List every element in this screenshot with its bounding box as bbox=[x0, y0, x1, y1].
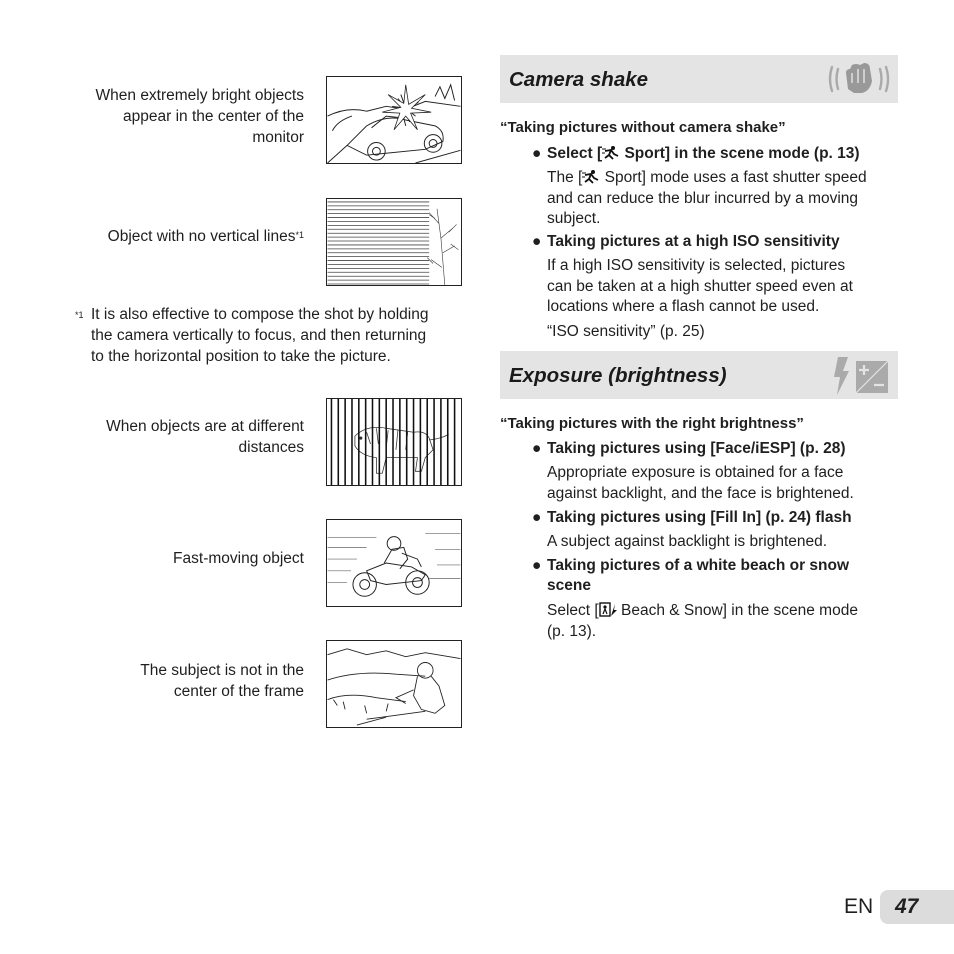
bullet-text: Taking pictures at a high ISO sensitivity bbox=[547, 233, 840, 250]
car-bright-light-illustration bbox=[327, 77, 461, 163]
bullet-text: Taking pictures using [Face/iESP] (p. 28) bbox=[547, 440, 846, 457]
body-text: Beach & Snow] in the scene mode bbox=[616, 602, 858, 619]
section-title: Exposure (brightness) bbox=[509, 364, 727, 387]
body-text: Select [ bbox=[547, 602, 599, 619]
person-sitting-by-lake-thumbnail bbox=[326, 640, 462, 728]
body-line: locations where a flash cannot be used. bbox=[547, 298, 820, 315]
body-line: If a high ISO sensitivity is selected, pictures bbox=[547, 257, 846, 274]
footnote-line: to the horizontal position to take the picture. bbox=[91, 348, 391, 365]
caption-no-vertical-lines bbox=[108, 226, 304, 247]
bullet-high-iso bbox=[532, 232, 892, 252]
caption-bright-objects bbox=[96, 85, 304, 148]
car-bright-light-thumbnail bbox=[326, 76, 462, 164]
bullet-fill-in-flash bbox=[532, 508, 892, 528]
footnote-mark: *1 bbox=[75, 310, 84, 320]
motorcycle-illustration bbox=[327, 520, 461, 606]
face-iesp-description bbox=[547, 463, 902, 504]
camera-shake-icon bbox=[826, 59, 892, 99]
bullet-dot: ● bbox=[532, 557, 542, 574]
horizontal-lines-bamboo-thumbnail bbox=[326, 198, 462, 286]
caption-different-distances bbox=[106, 416, 304, 458]
tiger-bars-illustration bbox=[327, 399, 461, 485]
page-number-tab bbox=[880, 890, 954, 924]
caption-line: distances bbox=[238, 439, 304, 456]
caption-fast-moving bbox=[173, 548, 304, 569]
body-line: and can reduce the blur incurred by a moving bbox=[547, 189, 859, 207]
bullet-beach-snow bbox=[532, 556, 892, 596]
caption-line: Object with no vertical lines bbox=[107, 228, 296, 245]
caption-line: appear in the center of the bbox=[123, 108, 304, 125]
caption-line: center of the frame bbox=[173, 683, 304, 700]
bullet-dot: ● bbox=[532, 440, 542, 457]
bullet-face-iesp bbox=[532, 439, 892, 459]
bullet-text: Taking pictures of a white beach or snow bbox=[547, 557, 850, 574]
beach-snow-icon bbox=[599, 602, 617, 617]
footnote-line: the camera vertically to focus, and then returning bbox=[91, 327, 427, 344]
beach-snow-description bbox=[547, 601, 902, 642]
bullet-text: Select [ bbox=[547, 145, 603, 162]
body-line: A subject against backlight is brightened. bbox=[547, 533, 828, 550]
camera-shake-header bbox=[500, 55, 898, 103]
iso-reference-note: “ISO sensitivity” (p. 25) bbox=[547, 322, 705, 340]
horizontal-lines-illustration bbox=[327, 199, 461, 285]
body-line: Appropriate exposure is obtained for a face bbox=[547, 464, 844, 481]
sport-mode-icon bbox=[602, 145, 620, 160]
language-label: EN bbox=[844, 895, 874, 918]
exposure-header bbox=[500, 351, 898, 399]
bullet-dot: ● bbox=[532, 509, 542, 526]
body-text: The [ bbox=[547, 169, 583, 186]
exposure-subtitle: “Taking pictures with the right brightness” bbox=[500, 415, 804, 432]
bullet-sport-mode bbox=[532, 144, 892, 164]
camera-shake-subtitle: “Taking pictures without camera shake” bbox=[500, 119, 786, 136]
sport-mode-icon bbox=[582, 169, 600, 184]
tiger-behind-bars-thumbnail bbox=[326, 398, 462, 486]
motorcycle-rider-thumbnail bbox=[326, 519, 462, 607]
high-iso-description bbox=[547, 256, 902, 342]
caption-line: When extremely bright objects bbox=[95, 87, 304, 104]
body-line: subject. bbox=[547, 210, 601, 227]
body-text: Sport] mode uses a fast shutter speed bbox=[600, 169, 867, 186]
caption-line: When objects are at different bbox=[106, 418, 304, 435]
caption-line: monitor bbox=[252, 129, 304, 146]
section-title: Camera shake bbox=[509, 68, 649, 91]
body-line: can be taken at a high shutter speed even at bbox=[547, 277, 853, 295]
fill-in-description bbox=[547, 532, 902, 553]
bullet-dot: ● bbox=[532, 233, 542, 250]
bullet-text: Sport] in the scene mode (p. 13) bbox=[620, 145, 860, 162]
page-number: 47 bbox=[895, 895, 919, 918]
caption-line: The subject is not in the bbox=[140, 662, 304, 679]
person-lake-illustration bbox=[327, 641, 461, 727]
caption-line: Fast-moving object bbox=[173, 550, 304, 567]
footnote-ref: *1 bbox=[295, 230, 304, 240]
caption-subject-not-centered bbox=[140, 660, 304, 702]
exposure-flash-icon bbox=[826, 355, 892, 395]
footnote-line: It is also effective to compose the shot by holding bbox=[91, 306, 429, 323]
sport-mode-description bbox=[547, 168, 902, 230]
bullet-dot: ● bbox=[532, 145, 542, 162]
bullet-text: scene bbox=[547, 577, 591, 594]
body-line: against backlight, and the face is brightened. bbox=[547, 484, 854, 502]
bullet-text: Taking pictures using [Fill In] (p. 24) flash bbox=[547, 509, 852, 526]
body-line: (p. 13). bbox=[547, 622, 597, 640]
footnote bbox=[75, 304, 465, 367]
